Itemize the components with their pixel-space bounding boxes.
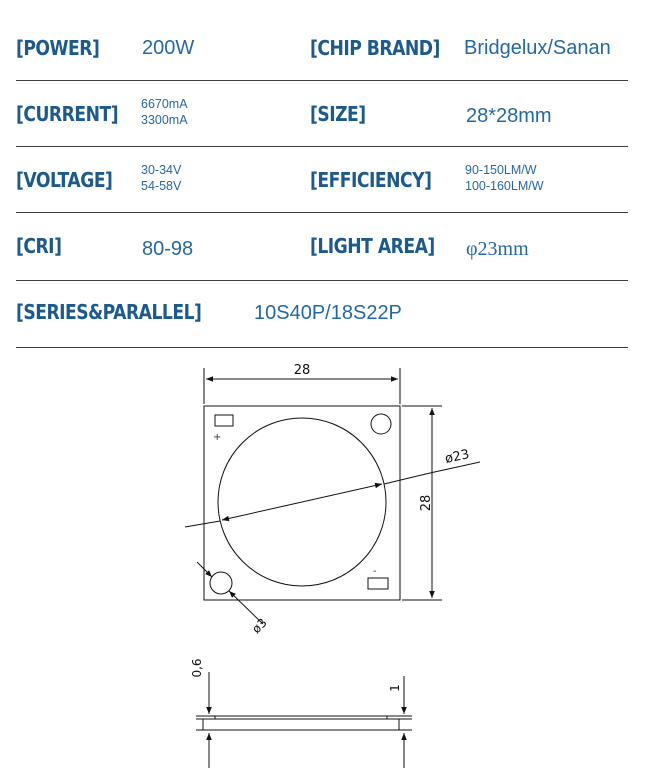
size-value: 28*28mm [466,105,552,127]
chip-brand-label: [CHIP BRAND] [310,36,440,60]
current-label: [CURRENT] [16,102,119,126]
voltage-label: [VOLTAGE] [16,168,113,192]
anode-pad [215,415,233,426]
minus-mark: - [373,566,377,577]
cri-label: [CRI] [16,234,62,258]
voltage-value-2: 54-58V [141,179,182,193]
hole-dimension-text: ø3 [249,615,270,637]
cathode-pad [368,578,388,589]
mounting-hole-top [371,414,391,434]
thickness-dimension-text: 0,6 [190,658,204,678]
chip-brand-value: Bridgelux/Sanan [464,37,611,59]
plus-mark: + [213,432,222,443]
cob-outline [204,406,400,600]
power-label: [POWER] [16,36,100,60]
series-parallel-value: 10S40P/18S22P [254,302,402,324]
current-value-2: 3300mA [141,113,188,127]
efficiency-value-1: 90-150LM/W [465,163,537,177]
voltage-value-1: 30-34V [141,163,182,177]
size-label: [SIZE] [310,102,366,126]
height-dimension-text: 28 [419,494,434,512]
power-value: 200W [142,37,195,59]
light-area-label: [LIGHT AREA] [310,234,435,258]
side-view-substrate [203,719,399,730]
cri-value: 80-98 [142,238,194,260]
width-dimension-text: 28 [293,363,311,378]
series-parallel-label: [SERIES&PARALLEL] [16,300,202,324]
efficiency-label: [EFFICIENCY] [310,168,432,192]
efficiency-value-2: 100-160LM/W [465,179,544,193]
diameter-dimension-line [222,484,382,520]
total-thickness-dimension-text: 1 [388,684,402,692]
diameter-dimension-text: ø23 [443,447,471,467]
current-value-1: 6670mA [141,97,188,111]
light-area-value: φ23mm [466,238,529,260]
mounting-hole-bottom [210,572,232,594]
